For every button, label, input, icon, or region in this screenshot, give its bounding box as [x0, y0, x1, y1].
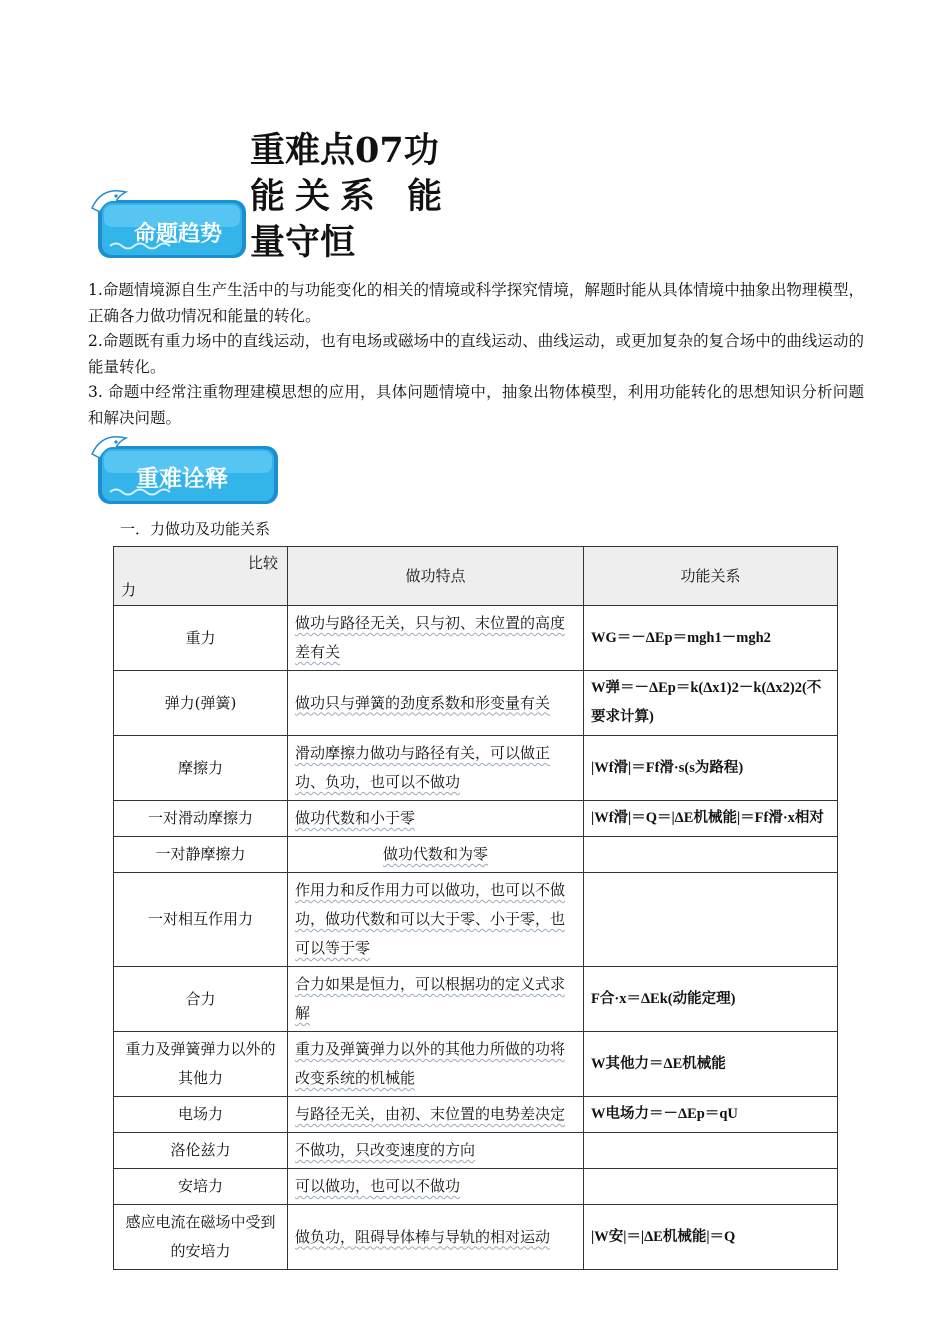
intro-text [88, 278, 864, 431]
table-header-row [114, 547, 838, 606]
explain-badge-label: 重难诠释 [136, 466, 228, 492]
relation-cell [584, 1169, 838, 1205]
table-row [114, 801, 838, 837]
feature-cell: 可以做功，也可以不做功 [288, 1169, 584, 1205]
force-cell: 一对相互作用力 [114, 873, 288, 967]
relation-cell: W弹＝－ΔEp＝k(Δx1)2－k(Δx2)2(不要求计算) [584, 671, 838, 736]
table-row [114, 671, 838, 736]
force-cell: 重力及弹簧弹力以外的其他力 [114, 1032, 288, 1097]
feature-cell: 做功代数和为零 [288, 837, 584, 873]
feature-cell: 滑动摩擦力做功与路径有关，可以做正功、负功，也可以不做功 [288, 736, 584, 801]
feature-cell: 做负功，阻碍导体棒与导轨的相对运动 [288, 1205, 584, 1270]
feature-cell: 做功只与弹簧的劲度系数和形变量有关 [288, 671, 584, 736]
explain-badge [90, 432, 280, 508]
relation-cell: |Wf滑|＝Q＝|ΔE机械能|＝Ff滑·x相对 [584, 801, 838, 837]
relation-cell: WG＝－ΔEp＝mgh1－mgh2 [584, 606, 838, 671]
relation-cell: W其他力＝ΔE机械能 [584, 1032, 838, 1097]
feature-cell: 不做功，只改变速度的方向 [288, 1133, 584, 1169]
header-corner-bottom: 力 [121, 581, 137, 599]
intro-paragraph-2: 2.命题既有重力场中的直线运动，也有电场或磁场中的直线运动、曲线运动，或更加复杂的复合场中的曲线运动的能量转化。 [88, 332, 864, 376]
title-line-1: 重难点07功 [250, 130, 439, 171]
section-title: 一．力做功及功能关系 [120, 520, 271, 538]
header-corner-top: 比较 [247, 554, 278, 572]
feature-cell: 做功代数和小于零 [288, 801, 584, 837]
relation-cell [584, 873, 838, 967]
force-cell: 重力 [114, 606, 288, 671]
trend-badge [90, 186, 250, 264]
work-energy-table [113, 546, 838, 1270]
relation-cell: |Wf滑|＝Ff滑·s(s为路程) [584, 736, 838, 801]
intro-paragraph-3: 3. 命题中经常注重物理建模思想的应用，具体问题情境中，抽象出物体模型，利用功能转化的思想知识分析问题和解决问题。 [88, 383, 864, 427]
force-cell: 合力 [114, 967, 288, 1032]
relation-cell: W电场力＝－ΔEp＝qU [584, 1097, 838, 1133]
force-cell: 感应电流在磁场中受到的安培力 [114, 1205, 288, 1270]
table-row [114, 873, 838, 967]
header-feature: 做功特点 [288, 547, 584, 606]
relation-cell [584, 1133, 838, 1169]
relation-cell: |W安|＝|ΔE机械能|＝Q [584, 1205, 838, 1270]
table-row [114, 606, 838, 671]
force-cell: 弹力(弹簧) [114, 671, 288, 736]
table-row [114, 967, 838, 1032]
feature-cell: 重力及弹簧弹力以外的其他力所做的功将改变系统的机械能 [288, 1032, 584, 1097]
force-cell: 安培力 [114, 1169, 288, 1205]
dolphin-badge-icon [90, 186, 250, 264]
page-title [250, 128, 460, 266]
table-row [114, 837, 838, 873]
feature-cell: 做功与路径无关，只与初、末位置的高度差有关 [288, 606, 584, 671]
dolphin-badge-icon [90, 432, 280, 508]
table-row [114, 1205, 838, 1270]
table-row [114, 1097, 838, 1133]
force-cell: 一对滑动摩擦力 [114, 801, 288, 837]
feature-cell: 与路径无关，由初、末位置的电势差决定 [288, 1097, 584, 1133]
force-cell: 电场力 [114, 1097, 288, 1133]
header-corner [114, 547, 288, 606]
table-row [114, 1169, 838, 1205]
table-row [114, 736, 838, 801]
trend-badge-label: 命题趋势 [134, 222, 223, 247]
title-line-3: 量守恒 [250, 222, 356, 263]
intro-paragraph-1: 1.命题情境源自生产生活中的与功能变化的相关的情境或科学探究情境，解题时能从具体情境中抽象出物理模型，正确各力做功情况和能量的转化。 [88, 281, 864, 325]
table-row [114, 1032, 838, 1097]
relation-cell: F合·x＝ΔEk(动能定理) [584, 967, 838, 1032]
header-relation: 功能关系 [584, 547, 838, 606]
feature-cell: 合力如果是恒力，可以根据功的定义式求解 [288, 967, 584, 1032]
relation-cell [584, 837, 838, 873]
force-cell: 一对静摩擦力 [114, 837, 288, 873]
force-cell: 洛伦兹力 [114, 1133, 288, 1169]
title-line-2: 能关系 能 [250, 176, 453, 217]
feature-cell: 作用力和反作用力可以做功，也可以不做功，做功代数和可以大于零、小于零，也可以等于零 [288, 873, 584, 967]
force-cell: 摩擦力 [114, 736, 288, 801]
table-row [114, 1133, 838, 1169]
